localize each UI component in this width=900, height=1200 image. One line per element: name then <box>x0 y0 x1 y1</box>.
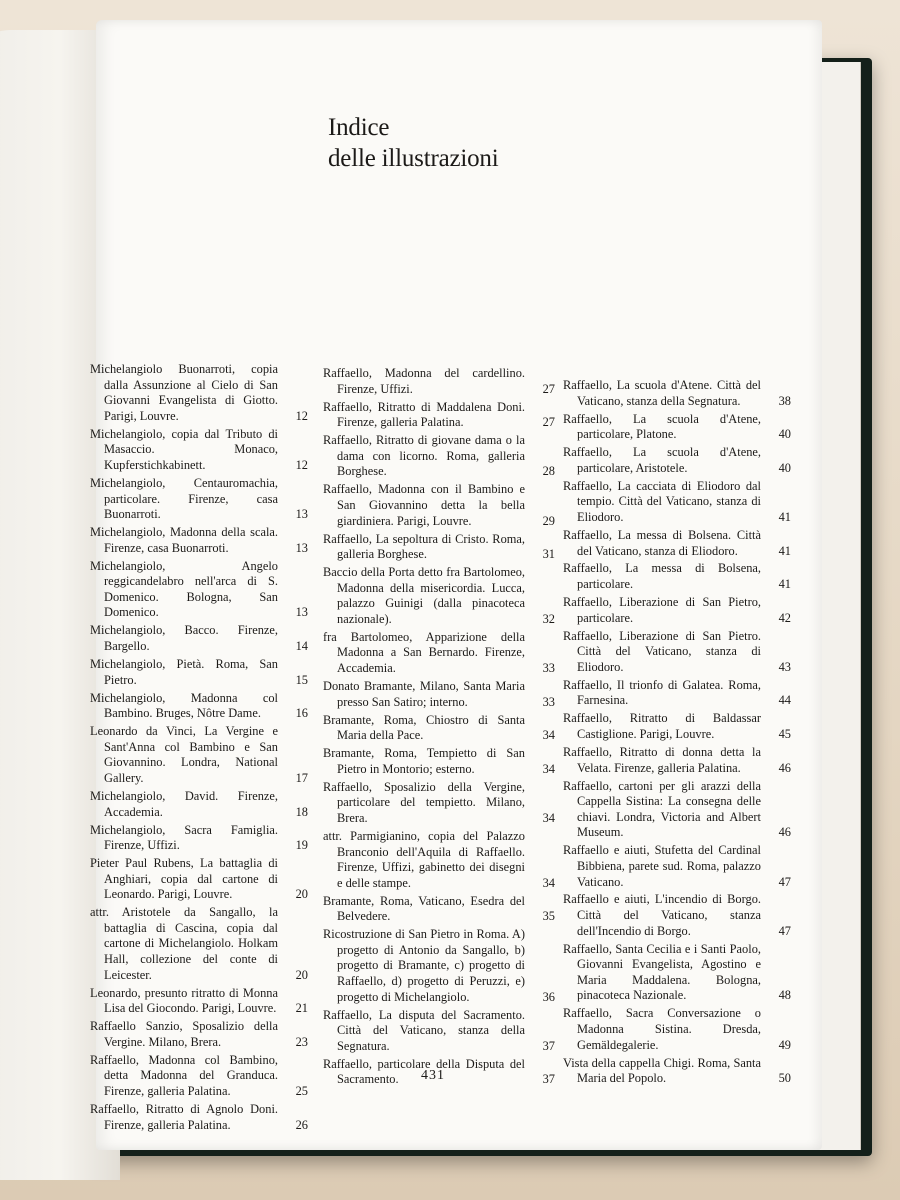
entry-caption: Raffaello, Liberazione di San Pietro. Città del Vaticano, stanza di Eliodoro. <box>563 628 761 674</box>
entry-page-number: 33 <box>542 661 555 676</box>
entry-page-number: 34 <box>542 810 555 825</box>
entry-page-number: 48 <box>778 988 791 1003</box>
entry-caption: Raffaello, Madonna col Bambino, detta Madonna del Granduca. Firenze, galleria Palatina. <box>90 1052 278 1098</box>
index-entry <box>90 559 308 621</box>
index-entry <box>90 427 308 474</box>
entry-page-number: 40 <box>778 460 791 475</box>
title-line-2: delle illustrazioni <box>328 145 499 172</box>
entry-caption: Baccio della Porta detto fra Bartolomeo, Madonna della misericordia. Lucca, palazzo Guinigi (dalla pinacoteca nazionale). <box>323 565 525 626</box>
index-entry <box>90 905 308 983</box>
entry-page-number: 27 <box>542 381 555 396</box>
entry-caption: attr. Parmigianino, copia del Palazzo Branconio dell'Aquila di Raffaello. Firenze, Uffizi, gabinetto dei disegni e delle stampe. <box>323 828 525 890</box>
index-entry <box>90 657 308 688</box>
index-entry <box>90 525 308 556</box>
entry-page-number: 49 <box>778 1037 791 1052</box>
title-line-1: Indice <box>328 114 390 141</box>
entry-page-number: 43 <box>778 659 791 674</box>
entry-caption: Vista della cappella Chigi. Roma, Santa Maria del Popolo. <box>563 1055 761 1086</box>
index-entry <box>323 433 555 480</box>
index-entry <box>323 565 555 627</box>
page-title <box>328 112 498 174</box>
entry-caption: Raffaello, Madonna del cardellino. Firenze, Uffizi. <box>323 366 525 396</box>
index-entry <box>323 1008 555 1055</box>
entry-caption: Bramante, Roma, Tempietto di San Pietro in Montorio; esterno. <box>323 746 525 776</box>
index-entry <box>563 779 791 841</box>
entry-page-number: 46 <box>778 825 791 840</box>
entry-page-number: 13 <box>295 540 308 555</box>
index-entry <box>563 892 791 939</box>
entry-caption: Raffaello, La messa di Bolsena, particolare. <box>563 561 761 592</box>
entry-page-number: 21 <box>295 1001 308 1016</box>
entry-caption: Raffaello, cartoni per gli arazzi della Cappella Sistina: La consegna delle chiavi. Londra, Victoria and Albert Museum. <box>563 778 761 840</box>
index-entry <box>323 746 555 777</box>
index-entry <box>90 1053 308 1100</box>
entry-page-number: 13 <box>295 605 308 620</box>
entry-page-number: 41 <box>778 577 791 592</box>
index-entry <box>563 528 791 559</box>
index-entry <box>563 1006 791 1053</box>
entry-page-number: 12 <box>295 457 308 472</box>
entry-caption: Raffaello, Ritratto di Maddalena Doni. Firenze, galleria Palatina. <box>323 399 525 430</box>
entry-page-number: 20 <box>295 887 308 902</box>
entry-page-number: 31 <box>542 547 555 562</box>
entry-caption: attr. Aristotele da Sangallo, la battaglia di Cascina, copia dal cartone di Michelangiolo. Holkam Hall, collezione del conte di Leicester. <box>90 905 278 982</box>
index-entry <box>563 843 791 890</box>
entry-page-number: 29 <box>542 513 555 528</box>
entry-caption: Michelangiolo, copia dal Tributo di Masaccio. Monaco, Kupferstichkabinett. <box>90 426 278 472</box>
entry-page-number: 47 <box>778 874 791 889</box>
entry-page-number: 32 <box>542 611 555 626</box>
entry-page-number: 25 <box>295 1083 308 1098</box>
entry-page-number: 40 <box>778 427 791 442</box>
index-column-2 <box>323 366 555 1090</box>
index-entry <box>323 829 555 891</box>
index-entry <box>90 691 308 722</box>
entry-page-number: 47 <box>778 923 791 938</box>
index-entry <box>323 713 555 744</box>
index-entry <box>90 789 308 820</box>
entry-page-number: 15 <box>295 672 308 687</box>
index-entry <box>90 476 308 523</box>
index-column-3 <box>563 378 791 1089</box>
entry-page-number: 41 <box>778 509 791 524</box>
index-entry <box>323 630 555 677</box>
entry-caption: Michelangiolo, Bacco. Firenze, Bargello. <box>90 623 278 654</box>
index-entry <box>90 623 308 654</box>
entry-caption: Raffaello, La cacciata di Eliodoro dal tempio. Città del Vaticano, stanza di Eliodoro. <box>563 478 761 524</box>
entry-page-number: 23 <box>295 1034 308 1049</box>
entry-caption: Bramante, Roma, Vaticano, Esedra del Belvedere. <box>323 893 525 924</box>
entry-page-number: 37 <box>542 1038 555 1053</box>
entry-page-number: 38 <box>778 393 791 408</box>
entry-caption: Raffaello Sanzio, Sposalizio della Vergine. Milano, Brera. <box>90 1019 278 1049</box>
entry-page-number: 44 <box>778 693 791 708</box>
entry-page-number: 36 <box>542 989 555 1004</box>
index-entry <box>323 927 555 1005</box>
entry-caption: Michelangiolo, David. Firenze, Accademia. <box>90 788 278 819</box>
index-entry <box>323 400 555 431</box>
entry-page-number: 33 <box>542 694 555 709</box>
index-entry <box>323 894 555 925</box>
entry-page-number: 41 <box>778 543 791 558</box>
index-entry <box>563 711 791 742</box>
index-entry <box>563 445 791 476</box>
entry-page-number: 34 <box>542 875 555 890</box>
entry-page-number: 45 <box>778 726 791 741</box>
entry-caption: Donato Bramante, Milano, Santa Maria presso San Satiro; interno. <box>323 679 525 709</box>
entry-caption: Leonardo da Vinci, La Vergine e Sant'Anna col Bambino e San Giovannino. Londra, National Gallery. <box>90 724 278 785</box>
entry-caption: Raffaello, Madonna con il Bambino e San Giovannino detta la bella giardiniera. Parigi, Louvre. <box>323 482 525 528</box>
entry-caption: Bramante, Roma, Chiostro di Santa Maria della Pace. <box>323 712 525 743</box>
entry-caption: Ricostruzione di San Pietro in Roma. A) progetto di Antonio da Sangallo, b) progetto di Bramante, c) progetto di Raffaello, d) progetto di Peruzzi, e) progetto di Michelangiolo. <box>323 927 525 1004</box>
index-entry <box>563 678 791 709</box>
page-number: 431 <box>421 1068 445 1083</box>
entry-caption: Raffaello, La disputa del Sacramento. Città del Vaticano, stanza della Segnatura. <box>323 1007 525 1053</box>
entry-page-number: 20 <box>295 967 308 982</box>
index-entry <box>323 679 555 710</box>
entry-page-number: 34 <box>542 728 555 743</box>
entry-caption: Raffaello, Liberazione di San Pietro, particolare. <box>563 595 761 625</box>
index-column-1 <box>90 362 308 1136</box>
entry-page-number: 42 <box>778 610 791 625</box>
entry-caption: Raffaello, Ritratto di Baldassar Castiglione. Parigi, Louvre. <box>563 711 761 741</box>
index-entry <box>563 412 791 443</box>
entry-caption: fra Bartolomeo, Apparizione della Madonna a San Bernardo. Firenze, Accademia. <box>323 629 525 676</box>
index-entry <box>90 1019 308 1050</box>
index-entry <box>563 629 791 676</box>
entry-page-number: 13 <box>295 507 308 522</box>
entry-caption: Michelangiolo, Madonna col Bambino. Bruges, Nôtre Dame. <box>90 690 278 721</box>
entry-caption: Raffaello, La scuola d'Atene, particolare, Aristotele. <box>563 445 761 475</box>
entry-page-number: 34 <box>542 761 555 776</box>
entry-page-number: 26 <box>295 1117 308 1132</box>
entry-caption: Raffaello, La scuola d'Atene. Città del Vaticano, stanza della Segnatura. <box>563 378 761 408</box>
entry-caption: Raffaello, Ritratto di Agnolo Doni. Firenze, galleria Palatina. <box>90 1101 278 1132</box>
entry-page-number: 18 <box>295 804 308 819</box>
index-entry <box>323 780 555 827</box>
index-entry <box>90 986 308 1017</box>
entry-page-number: 12 <box>295 408 308 423</box>
entry-caption: Raffaello, particolare della Disputa del Sacramento. <box>323 1056 525 1087</box>
entry-caption: Michelangiolo, Madonna della scala. Firenze, casa Buonarroti. <box>90 525 278 555</box>
entry-page-number: 16 <box>295 706 308 721</box>
entry-page-number: 17 <box>295 770 308 785</box>
entry-caption: Raffaello, La messa di Bolsena. Città del Vaticano, stanza di Eliodoro. <box>563 527 761 558</box>
index-entry <box>563 942 791 1004</box>
index-entry <box>563 745 791 776</box>
entry-page-number: 28 <box>542 464 555 479</box>
index-entry <box>563 1056 791 1087</box>
index-entry <box>90 856 308 903</box>
index-entry <box>90 362 308 424</box>
entry-page-number: 46 <box>778 760 791 775</box>
index-entry <box>323 532 555 563</box>
index-entry <box>90 823 308 854</box>
entry-caption: Leonardo, presunto ritratto di Monna Lisa del Giocondo. Parigi, Louvre. <box>90 985 278 1016</box>
entry-caption: Michelangiolo Buonarroti, copia dalla Assunzione al Cielo di San Giovanni Evangelista di Giotto. Parigi, Louvre. <box>90 362 278 423</box>
entry-page-number: 37 <box>542 1072 555 1087</box>
index-entry <box>563 595 791 626</box>
entry-caption: Raffaello, Sacra Conversazione o Madonna Sistina. Dresda, Gemäldegalerie. <box>563 1006 761 1052</box>
entry-caption: Raffaello, La scuola d'Atene, particolare, Platone. <box>563 411 761 442</box>
entry-caption: Pieter Paul Rubens, La battaglia di Anghiari, copia dal cartone di Leonardo. Parigi, Louvre. <box>90 856 278 902</box>
entry-caption: Raffaello, Il trionfo di Galatea. Roma, Farnesina. <box>563 677 761 708</box>
entry-caption: Raffaello, Ritratto di giovane dama o la dama con licorno. Roma, galleria Borghese. <box>323 433 525 479</box>
index-entry <box>323 482 555 529</box>
entry-caption: Raffaello e aiuti, Stufetta del Cardinal Bibbiena, parete sud. Roma, palazzo Vaticano. <box>563 843 761 889</box>
index-entry <box>563 479 791 526</box>
entry-caption: Michelangiolo, Angelo reggicandelabro nell'arca di S. Domenico. Bologna, San Domenico. <box>90 558 278 620</box>
index-entry <box>563 378 791 409</box>
entry-page-number: 14 <box>295 639 308 654</box>
entry-caption: Raffaello, Santa Cecilia e i Santi Paolo, Giovanni Evangelista, Agostino e Maria Maddalena. Bologna, pinacoteca Nazionale. <box>563 941 761 1003</box>
entry-page-number: 50 <box>778 1071 791 1086</box>
index-entry <box>90 1102 308 1133</box>
entry-caption: Raffaello, Ritratto di donna detta la Velata. Firenze, galleria Palatina. <box>563 744 761 775</box>
entry-page-number: 27 <box>542 415 555 430</box>
index-entry <box>323 366 555 397</box>
entry-caption: Michelangiolo, Centauromachia, particolare. Firenze, casa Buonarroti. <box>90 475 278 522</box>
entry-caption: Raffaello, Sposalizio della Vergine, particolare del tempietto. Milano, Brera. <box>323 779 525 825</box>
index-entry <box>90 724 308 786</box>
entry-caption: Raffaello, La sepoltura di Cristo. Roma, galleria Borghese. <box>323 531 525 562</box>
index-entry <box>563 561 791 592</box>
entry-caption: Raffaello e aiuti, L'incendio di Borgo. Città del Vaticano, stanza dell'Incendio di Borgo. <box>563 892 761 938</box>
entry-page-number: 19 <box>295 838 308 853</box>
entry-page-number: 35 <box>542 909 555 924</box>
entry-caption: Michelangiolo, Sacra Famiglia. Firenze, Uffizi. <box>90 822 278 853</box>
entry-caption: Michelangiolo, Pietà. Roma, San Pietro. <box>90 657 278 687</box>
